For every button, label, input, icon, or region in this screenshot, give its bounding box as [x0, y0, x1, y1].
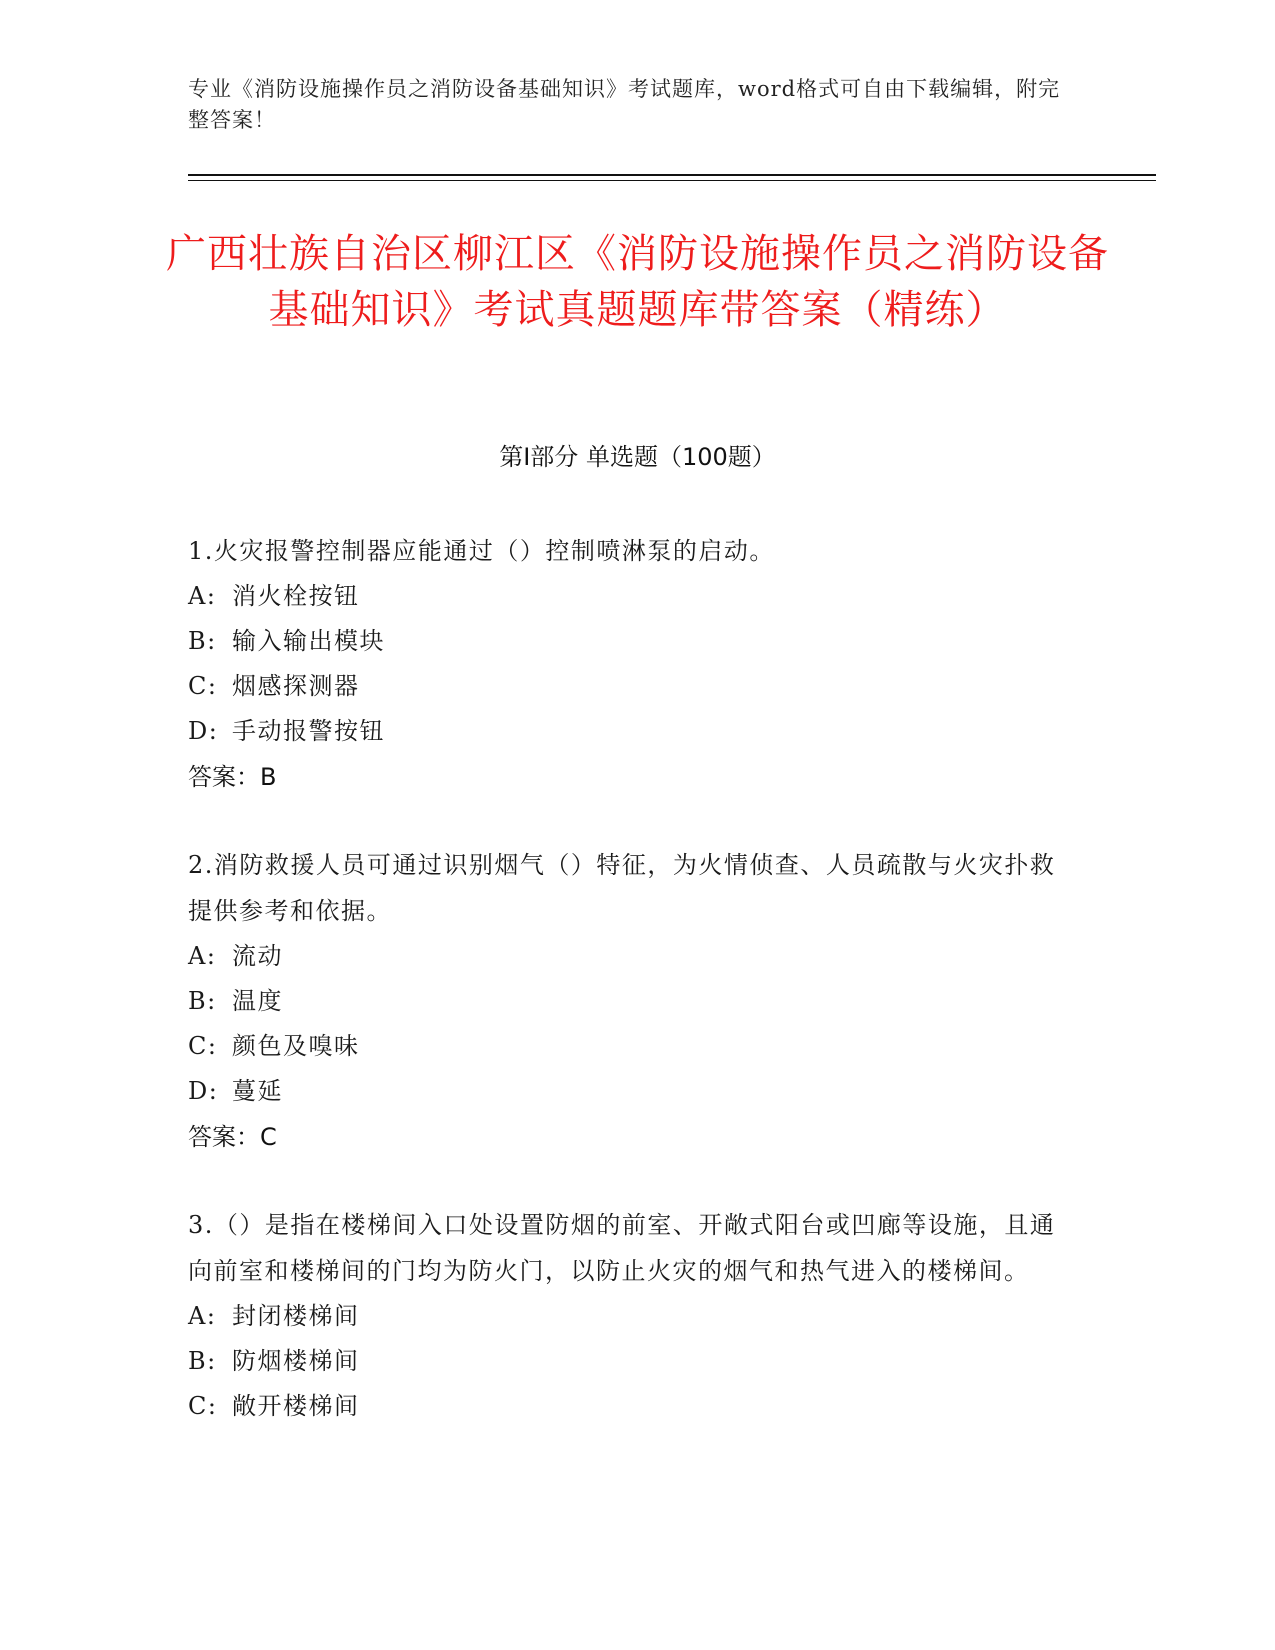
option-text: 封闭楼梯间	[232, 1302, 360, 1330]
option-text: 输入输出模块	[232, 627, 385, 655]
document-title: 广西壮族自治区柳江区《消防设施操作员之消防设备基础知识》考试真题题库带答案（精练）	[166, 231, 1109, 333]
option-key: B:	[188, 1347, 217, 1375]
option-b	[188, 619, 1068, 664]
section-heading: 第Ⅰ部分 单选题（100题）	[499, 443, 776, 471]
option-text: 温度	[232, 987, 283, 1015]
option-key: A:	[188, 582, 217, 610]
option-c	[188, 1384, 1068, 1429]
option-a	[188, 1294, 1068, 1339]
question-1	[188, 528, 1068, 800]
option-key: C:	[188, 1392, 218, 1420]
option-c	[188, 664, 1068, 709]
answer-line: 答案：B	[188, 763, 277, 791]
header-note: 专业《消防设施操作员之消防设备基础知识》考试题库，word格式可自由下载编辑，附完整答案！	[188, 77, 1061, 132]
option-a	[188, 934, 1068, 979]
question-3	[188, 1202, 1068, 1429]
question-2	[188, 842, 1068, 1160]
option-text: 蔓延	[232, 1077, 283, 1105]
header-divider-thin	[188, 180, 1156, 181]
question-stem: 2.消防救援人员可通过识别烟气（）特征，为火情侦查、人员疏散与火灾扑救提供参考和依据。	[188, 851, 1056, 925]
option-c	[188, 1024, 1068, 1069]
option-a	[188, 574, 1068, 619]
header-divider-thick	[188, 174, 1156, 176]
option-key: C:	[188, 672, 218, 700]
question-stem: 3.（）是指在楼梯间入口处设置防烟的前室、开敞式阳台或凹廊等设施，且通向前室和楼梯间的门均为防火门，以防止火灾的烟气和热气进入的楼梯间。	[188, 1211, 1056, 1285]
option-d	[188, 709, 1068, 754]
option-text: 手动报警按钮	[232, 717, 385, 745]
option-key: A:	[188, 1302, 217, 1330]
option-d	[188, 1069, 1068, 1114]
option-text: 流动	[232, 942, 283, 970]
option-key: D:	[188, 717, 219, 745]
option-text: 敞开楼梯间	[232, 1392, 360, 1420]
question-list	[188, 528, 1068, 1471]
option-text: 颜色及嗅味	[232, 1032, 360, 1060]
option-b	[188, 979, 1068, 1024]
question-stem: 1.火灾报警控制器应能通过（）控制喷淋泵的启动。	[188, 537, 775, 565]
option-key: B:	[188, 627, 217, 655]
option-text: 防烟楼梯间	[232, 1347, 360, 1375]
option-key: B:	[188, 987, 217, 1015]
option-text: 烟感探测器	[232, 672, 360, 700]
option-b	[188, 1339, 1068, 1384]
option-text: 消火栓按钮	[232, 582, 360, 610]
option-key: D:	[188, 1077, 219, 1105]
answer-line: 答案：C	[188, 1123, 277, 1151]
option-key: A:	[188, 942, 217, 970]
option-key: C:	[188, 1032, 218, 1060]
